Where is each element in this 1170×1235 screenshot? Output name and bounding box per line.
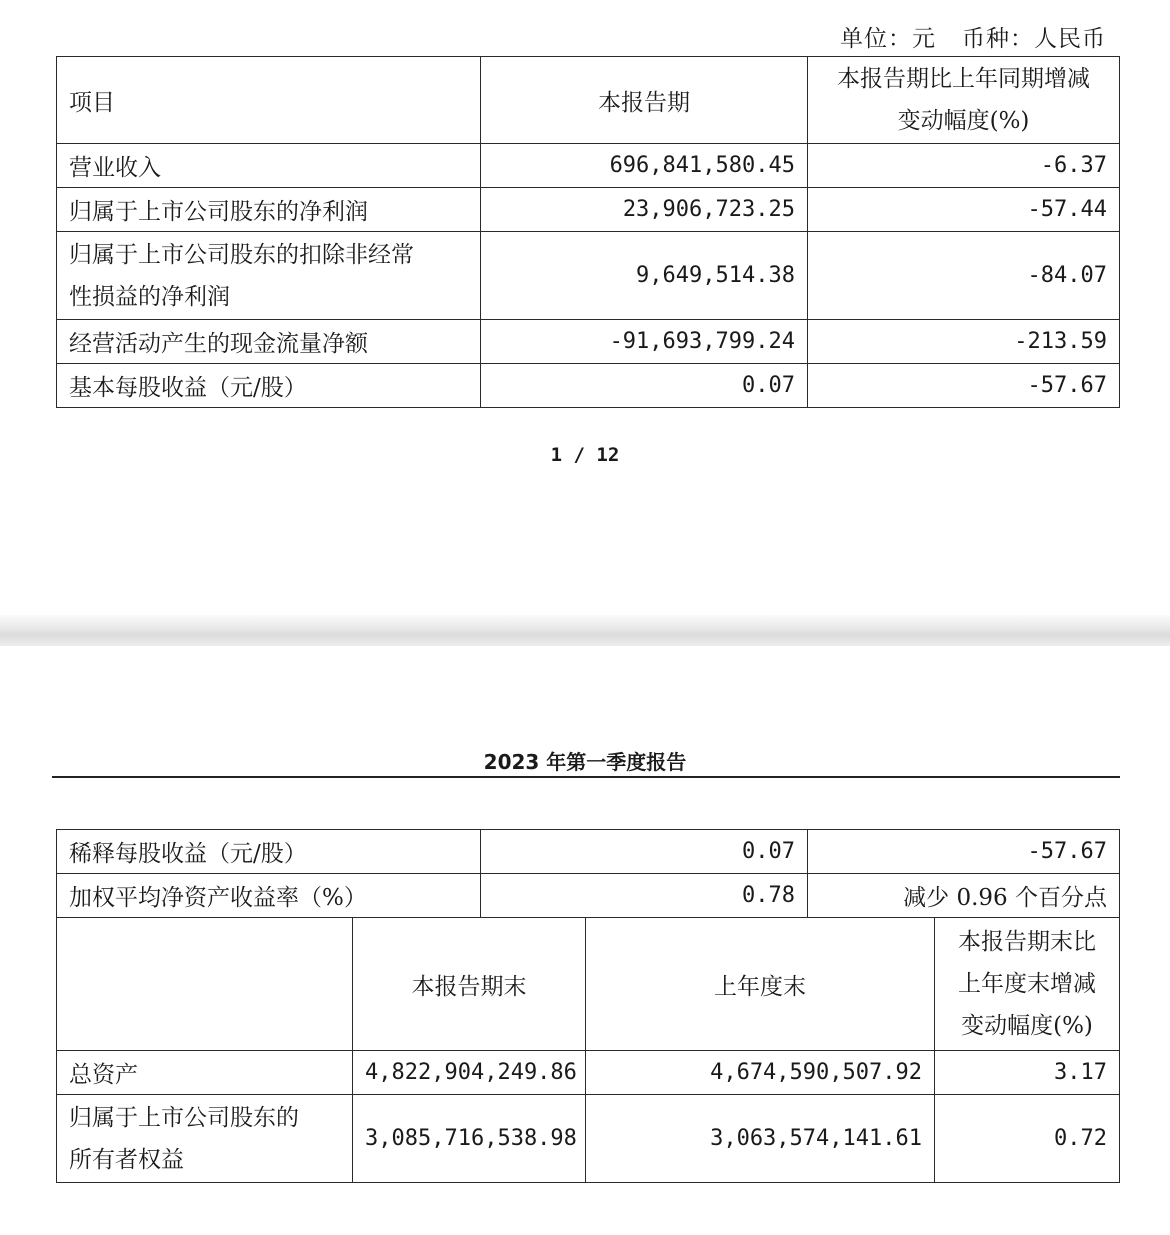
row-label: 归属于上市公司股东的净利润 (57, 188, 481, 232)
row-label: 经营活动产生的现金流量净额 (57, 320, 481, 364)
row-label: 总资产 (57, 1051, 353, 1095)
report-page-1 (0, 0, 1170, 615)
header-period-end: 本报告期末 (353, 918, 586, 1051)
row-value: -91,693,799.24 (481, 320, 808, 364)
row-label-line1: 归属于上市公司股东的 (69, 1104, 299, 1131)
row-label-line1: 归属于上市公司股东的扣除非经常 (69, 241, 414, 268)
table-row (57, 232, 1120, 320)
table-row (57, 1095, 1120, 1183)
row-prior: 3,063,574,141.61 (586, 1095, 935, 1183)
row-label (57, 232, 481, 320)
header-yoy-change (808, 57, 1120, 144)
table-row (57, 364, 1120, 408)
row-change: -6.37 (808, 144, 1120, 188)
row-value: 0.78 (481, 874, 808, 918)
row-change: -57.67 (808, 364, 1120, 408)
table-header-row (57, 918, 1120, 1051)
row-change: -57.44 (808, 188, 1120, 232)
row-value: 9,649,514.38 (481, 232, 808, 320)
row-value: 0.07 (481, 364, 808, 408)
header-yoy-line2: 变动幅度(%) (897, 108, 1030, 134)
row-label (57, 1095, 353, 1183)
header-item: 项目 (57, 57, 481, 144)
row-value: 696,841,580.45 (481, 144, 808, 188)
balance-sheet-table (56, 917, 1120, 1183)
unit-currency-note (840, 20, 1106, 53)
row-current: 3,085,716,538.98 (353, 1095, 586, 1183)
row-label: 基本每股收益（元/股） (57, 364, 481, 408)
header-change (935, 918, 1120, 1051)
header-yoy-line1: 本报告期比上年同期增减 (837, 66, 1090, 92)
row-label: 加权平均净资产收益率（%） (57, 874, 481, 918)
row-change: -213.59 (808, 320, 1120, 364)
financial-summary-table (56, 56, 1120, 408)
row-change: -84.07 (808, 232, 1120, 320)
row-label-line2: 性损益的净利润 (69, 283, 230, 310)
unit-label: 单位：元 (840, 26, 936, 52)
header-blank (57, 918, 353, 1051)
table-header-row (57, 57, 1120, 144)
row-value: 0.07 (481, 830, 808, 874)
row-change: 3.17 (935, 1051, 1120, 1095)
report-title: 2023 年第一季度报告 (483, 750, 687, 774)
header-change-line3: 变动幅度(%) (961, 1013, 1093, 1039)
table-row (57, 188, 1120, 232)
table-row (57, 874, 1120, 918)
table-row (57, 144, 1120, 188)
header-prior-year-end: 上年度末 (586, 918, 935, 1051)
row-change: -57.67 (808, 830, 1120, 874)
row-label: 营业收入 (57, 144, 481, 188)
eps-roe-table (56, 829, 1120, 918)
page-separator (0, 615, 1170, 646)
row-change: 减少 0.96 个百分点 (808, 874, 1120, 918)
row-current: 4,822,904,249.86 (353, 1051, 586, 1095)
row-label-line2: 所有者权益 (69, 1146, 184, 1173)
header-current-period: 本报告期 (481, 57, 808, 144)
header-change-line2: 上年度末增减 (958, 971, 1096, 997)
row-label: 稀释每股收益（元/股） (57, 830, 481, 874)
page-number: 1 / 12 (550, 444, 620, 466)
table-row (57, 320, 1120, 364)
row-prior: 4,674,590,507.92 (586, 1051, 935, 1095)
row-change: 0.72 (935, 1095, 1120, 1183)
row-value: 23,906,723.25 (481, 188, 808, 232)
header-change-line1: 本报告期末比 (958, 929, 1096, 955)
currency-label: 币种：人民币 (962, 26, 1106, 52)
table-row (57, 830, 1120, 874)
title-rule (52, 776, 1120, 778)
table-row (57, 1051, 1120, 1095)
